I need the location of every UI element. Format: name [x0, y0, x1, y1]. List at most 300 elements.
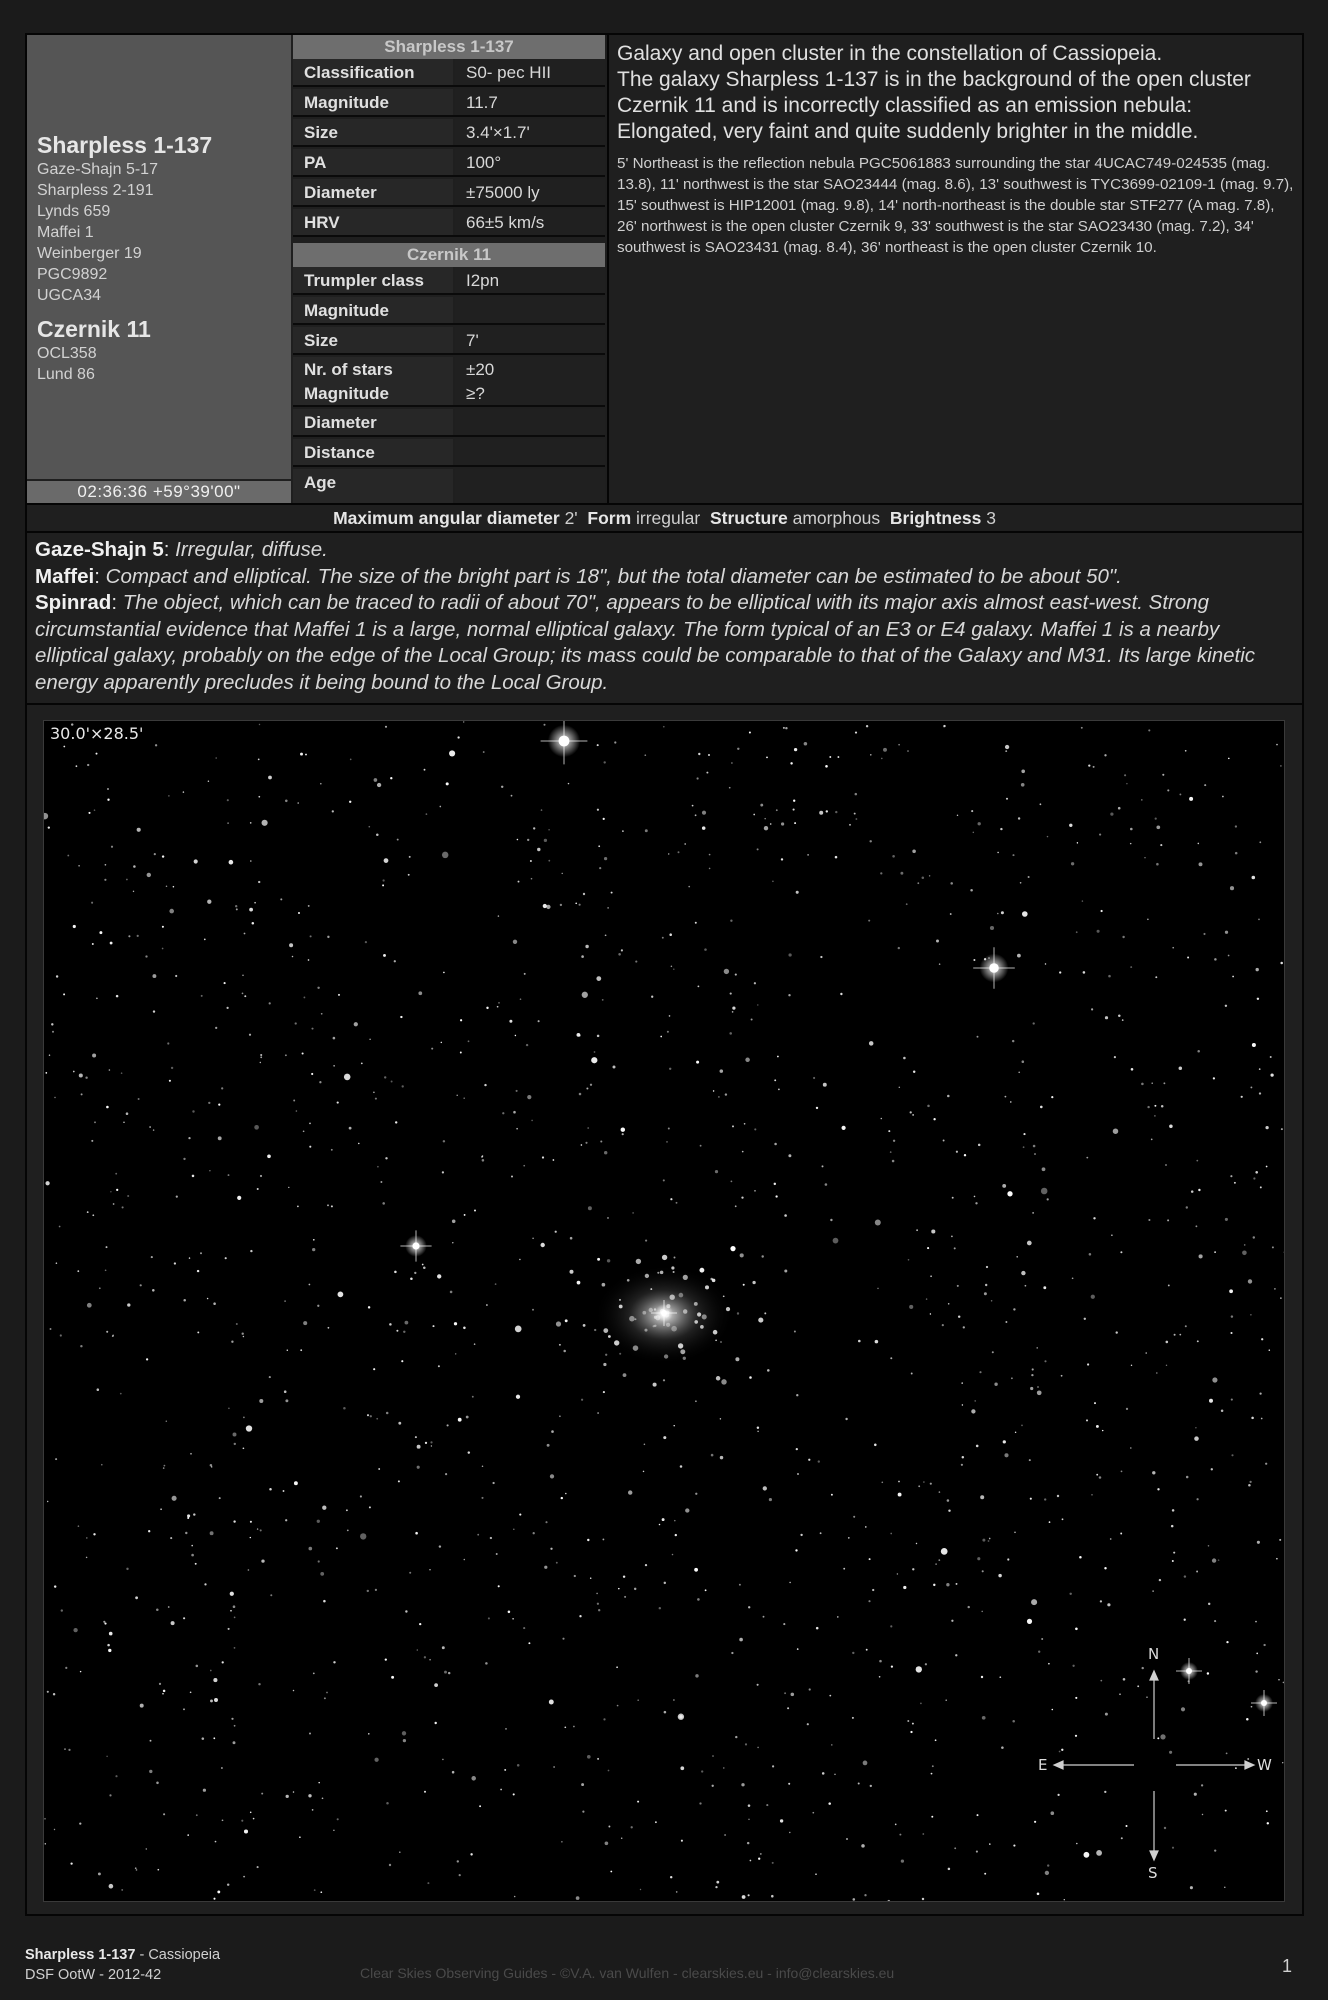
- star: [508, 1611, 511, 1614]
- star: [456, 1095, 457, 1096]
- star: [327, 936, 329, 938]
- star: [875, 1340, 879, 1344]
- star: [1184, 1619, 1186, 1621]
- star: [968, 1606, 970, 1608]
- star: [600, 1140, 602, 1142]
- star: [1184, 1575, 1186, 1577]
- star: [1089, 1253, 1092, 1256]
- star: [925, 1663, 927, 1665]
- star: [324, 1697, 326, 1699]
- alias: Gaze-Shajn 5-17: [37, 161, 158, 178]
- star: [1071, 862, 1074, 865]
- star: [1147, 1106, 1149, 1108]
- star: [1043, 1286, 1046, 1289]
- star: [285, 1399, 288, 1402]
- star: [621, 1837, 622, 1838]
- star: [1212, 1377, 1217, 1382]
- star: [789, 1582, 790, 1583]
- star: [923, 1481, 925, 1483]
- star: [816, 1107, 818, 1109]
- star: [576, 1896, 580, 1900]
- star: [169, 1080, 171, 1082]
- star: [1255, 1670, 1257, 1672]
- star: [1084, 1852, 1090, 1858]
- star: [96, 997, 98, 999]
- star: [424, 1791, 426, 1793]
- star: [389, 1323, 392, 1326]
- star: [166, 885, 168, 887]
- star: [948, 1868, 951, 1871]
- alias: UGCA34: [37, 287, 102, 304]
- star: [1148, 1219, 1150, 1221]
- star: [152, 974, 156, 978]
- star: [486, 1304, 488, 1306]
- star: [561, 1497, 563, 1499]
- star: [106, 1106, 109, 1109]
- star: [391, 1676, 394, 1679]
- summary-value: amorphous: [792, 508, 881, 528]
- star: [872, 1589, 874, 1591]
- star: [913, 1070, 915, 1072]
- star: [463, 721, 464, 722]
- star: [603, 1718, 605, 1720]
- star: [305, 754, 307, 756]
- star: [1114, 1056, 1116, 1058]
- star: [787, 1707, 789, 1709]
- star: [1241, 1096, 1243, 1098]
- star: [1196, 1571, 1198, 1573]
- star: [788, 1154, 791, 1157]
- designations-panel: [27, 35, 291, 479]
- star: [310, 935, 312, 937]
- star: [189, 1257, 190, 1258]
- star: [680, 1465, 683, 1468]
- star: [1121, 1471, 1123, 1473]
- star: [490, 1537, 492, 1539]
- star: [538, 1020, 540, 1022]
- star: [676, 1202, 678, 1204]
- star: [344, 1074, 351, 1081]
- star: [793, 800, 795, 802]
- star: [568, 783, 569, 784]
- star: [126, 1112, 129, 1115]
- star: [300, 1349, 302, 1351]
- star: [260, 1054, 262, 1056]
- star: [899, 1834, 901, 1836]
- star: [624, 1596, 626, 1598]
- star: [948, 1509, 950, 1511]
- star: [1280, 1297, 1281, 1298]
- star: [1202, 1814, 1203, 1815]
- star: [1011, 1377, 1013, 1379]
- star: [783, 727, 785, 729]
- star: [1195, 1427, 1196, 1428]
- star: [731, 1181, 733, 1183]
- star: [1151, 1082, 1152, 1083]
- star: [754, 982, 756, 984]
- star: [234, 1617, 236, 1619]
- star: [44, 1818, 46, 1820]
- star: [668, 1128, 670, 1130]
- star: [192, 1110, 194, 1112]
- star: [890, 1625, 892, 1627]
- star: [1214, 1849, 1216, 1851]
- star: [1007, 1558, 1009, 1560]
- star: [823, 1083, 827, 1087]
- star: [1228, 955, 1230, 957]
- star: [1057, 1794, 1059, 1796]
- star: [774, 1079, 776, 1081]
- star: [309, 1146, 311, 1148]
- star: [297, 802, 299, 804]
- footer-object: Sharpless 1-137: [25, 1947, 136, 1963]
- star: [735, 974, 737, 976]
- star: [1104, 1791, 1106, 1793]
- star: [498, 915, 499, 916]
- star: [663, 1179, 665, 1181]
- star: [1198, 843, 1200, 845]
- star: [225, 1257, 227, 1259]
- star: [645, 1240, 647, 1242]
- star: [439, 1545, 441, 1547]
- property-value: 66±5 km/s: [455, 209, 605, 235]
- cluster-star: [721, 1379, 726, 1384]
- star: [297, 1206, 299, 1208]
- bright-star: [973, 947, 1015, 989]
- star: [308, 1794, 311, 1797]
- star: [1077, 842, 1078, 843]
- star: [724, 1834, 726, 1836]
- star: [375, 1589, 377, 1591]
- star: [384, 858, 389, 863]
- star: [587, 1127, 589, 1129]
- star: [361, 1063, 363, 1065]
- star: [81, 1093, 83, 1095]
- star: [516, 1128, 518, 1130]
- star: [597, 1603, 599, 1605]
- star: [784, 1270, 787, 1273]
- star: [445, 1473, 447, 1475]
- star: [1190, 1886, 1193, 1889]
- star: [917, 882, 919, 884]
- star: [974, 1400, 976, 1402]
- star: [890, 1533, 892, 1535]
- star: [99, 1287, 101, 1289]
- star: [718, 1096, 720, 1098]
- star: [446, 782, 449, 785]
- star: [477, 1534, 479, 1536]
- star: [358, 1143, 359, 1144]
- star: [1251, 1417, 1254, 1420]
- star: [585, 1142, 587, 1144]
- property-key: Magnitude: [293, 89, 453, 115]
- star: [781, 858, 783, 860]
- star: [813, 1077, 815, 1079]
- star: [370, 1415, 372, 1417]
- star: [460, 1019, 462, 1021]
- star: [234, 1647, 236, 1649]
- star: [210, 1699, 213, 1702]
- star: [1101, 910, 1103, 912]
- star: [669, 1015, 671, 1017]
- star: [94, 1121, 96, 1123]
- cluster-star: [556, 1321, 561, 1326]
- star: [784, 1692, 786, 1694]
- star: [1032, 1212, 1034, 1214]
- star: [744, 1123, 746, 1125]
- star: [261, 1559, 264, 1562]
- summary-value: 3: [986, 508, 996, 528]
- star: [830, 1219, 832, 1221]
- star: [99, 931, 102, 934]
- star: [287, 1349, 288, 1350]
- star: [881, 1118, 883, 1120]
- star: [397, 839, 399, 841]
- star: [98, 1872, 101, 1875]
- star: [369, 1039, 370, 1040]
- star: [757, 848, 759, 850]
- star: [260, 1056, 262, 1058]
- star: [634, 1588, 636, 1590]
- star: [331, 1149, 333, 1151]
- star: [1044, 1360, 1046, 1362]
- star: [990, 926, 994, 930]
- star: [927, 1247, 929, 1249]
- star: [1020, 882, 1022, 884]
- star: [1086, 1419, 1088, 1421]
- star: [47, 1501, 48, 1502]
- star: [574, 1575, 576, 1577]
- star: [157, 1869, 159, 1871]
- coordinates: 02:36:36 +59°39'00": [27, 481, 291, 503]
- star: [243, 1336, 245, 1338]
- summary-line: [25, 505, 1304, 533]
- star: [234, 1443, 236, 1445]
- star: [309, 1547, 313, 1551]
- star: [852, 1652, 854, 1654]
- star: [880, 872, 882, 874]
- star: [1231, 1399, 1233, 1401]
- star: [697, 1598, 700, 1601]
- star: [962, 1404, 963, 1405]
- property-key: Age: [293, 469, 453, 503]
- star: [697, 777, 699, 779]
- star: [804, 742, 808, 746]
- star: [674, 1257, 676, 1259]
- star: [870, 1785, 872, 1787]
- star: [163, 1690, 166, 1693]
- star: [106, 1331, 108, 1333]
- star: [957, 815, 958, 816]
- star: [227, 799, 229, 801]
- star: [517, 1764, 520, 1767]
- star: [394, 960, 396, 962]
- star: [349, 1127, 352, 1130]
- star: [309, 1284, 311, 1286]
- star: [834, 1774, 835, 1775]
- star: [1027, 1241, 1032, 1246]
- star: [1001, 1746, 1004, 1749]
- star: [1118, 1015, 1121, 1018]
- star: [578, 1034, 580, 1036]
- bright-star: [400, 1230, 431, 1261]
- star: [243, 1417, 245, 1419]
- star: [848, 1537, 850, 1539]
- star: [1104, 754, 1106, 756]
- star: [442, 852, 449, 859]
- star: [403, 1331, 405, 1333]
- star: [1225, 1218, 1228, 1221]
- star: [616, 1666, 618, 1668]
- star: [233, 1605, 236, 1608]
- star: [597, 744, 599, 746]
- star: [1226, 1641, 1228, 1643]
- star: [840, 993, 842, 995]
- star: [731, 1652, 733, 1654]
- star: [56, 975, 58, 977]
- compass-west-label: W: [1257, 1756, 1272, 1774]
- star: [55, 1458, 57, 1460]
- alias: OCL358: [37, 345, 97, 362]
- star: [156, 1782, 159, 1785]
- star: [259, 1399, 263, 1403]
- star: [989, 1843, 991, 1845]
- star: [236, 1323, 238, 1325]
- star: [211, 1466, 213, 1468]
- star: [1130, 843, 1131, 844]
- star: [226, 1007, 228, 1009]
- star: [267, 1154, 271, 1158]
- star: [231, 1718, 233, 1720]
- star: [250, 822, 252, 824]
- star: [311, 1028, 313, 1030]
- star: [221, 1767, 223, 1769]
- star: [695, 1400, 697, 1402]
- star: [299, 1836, 301, 1838]
- star: [145, 955, 147, 957]
- star: [877, 1288, 879, 1290]
- star: [942, 1324, 944, 1326]
- star: [936, 940, 939, 943]
- star: [715, 1886, 717, 1888]
- field-of-view-label: 30.0'×28.5': [50, 724, 144, 743]
- bright-stars: [400, 721, 1277, 1716]
- star: [926, 1298, 927, 1299]
- star: [1141, 1083, 1144, 1086]
- star: [724, 969, 729, 974]
- star: [673, 1425, 674, 1426]
- star: [1123, 1678, 1126, 1681]
- star: [302, 1052, 304, 1054]
- cluster-star: [740, 1253, 744, 1257]
- star: [694, 1568, 698, 1572]
- star: [195, 1563, 197, 1565]
- star: [982, 1570, 984, 1572]
- star: [369, 1506, 371, 1508]
- star: [1016, 1256, 1018, 1258]
- star: [961, 1382, 963, 1384]
- star: [414, 1272, 416, 1274]
- star: [1108, 975, 1111, 978]
- star: [133, 865, 136, 868]
- star: [835, 811, 837, 813]
- star: [1230, 886, 1234, 890]
- star: [162, 926, 164, 928]
- star: [1005, 745, 1009, 749]
- star: [1261, 1338, 1263, 1340]
- star: [1005, 1096, 1007, 1098]
- star: [916, 1666, 922, 1672]
- star: [607, 1217, 608, 1218]
- property-key: Trumpler class: [293, 267, 453, 293]
- star: [1266, 1810, 1268, 1812]
- star: [766, 1804, 768, 1806]
- description-lead: Galaxy and open cluster in the constellation of Cassiopeia.: [617, 42, 1163, 65]
- secondary-name: Czernik 11: [37, 316, 151, 342]
- star: [79, 1073, 83, 1077]
- star: [1179, 1334, 1181, 1336]
- star: [1126, 783, 1128, 785]
- star: [607, 1259, 610, 1262]
- star: [774, 1183, 776, 1185]
- property-value: 7': [455, 327, 605, 353]
- star: [417, 1649, 419, 1651]
- star: [1069, 1593, 1071, 1595]
- star: [1225, 1810, 1227, 1812]
- bright-star: [541, 721, 588, 764]
- star: [333, 1830, 334, 1831]
- star: [713, 1090, 714, 1091]
- star: [1259, 841, 1261, 843]
- star: [842, 1126, 846, 1130]
- star: [556, 1562, 558, 1564]
- star: [892, 1160, 895, 1163]
- starfield: [44, 721, 1285, 1902]
- star: [526, 1044, 528, 1046]
- star: [819, 811, 823, 815]
- star: [293, 1690, 295, 1692]
- star: [715, 1170, 718, 1173]
- star: [790, 762, 792, 764]
- star: [922, 876, 925, 879]
- star: [377, 1166, 379, 1168]
- star: [1021, 1271, 1025, 1275]
- description-panel: [607, 35, 1302, 503]
- star: [1256, 968, 1259, 971]
- star: [640, 1889, 641, 1890]
- property-row: [293, 179, 605, 207]
- star: [466, 1416, 469, 1419]
- star: [1195, 1225, 1197, 1227]
- star: [303, 996, 305, 998]
- star: [1041, 1638, 1043, 1640]
- star: [826, 810, 828, 812]
- star: [1017, 954, 1021, 958]
- star: [1010, 1101, 1011, 1102]
- star: [1061, 1749, 1063, 1751]
- star: [317, 987, 319, 989]
- star: [261, 1793, 263, 1795]
- star: [260, 1062, 261, 1063]
- star: [45, 1072, 47, 1074]
- star: [123, 1122, 125, 1124]
- star: [901, 1859, 904, 1862]
- star: [989, 1538, 991, 1540]
- star: [156, 1608, 159, 1611]
- star: [617, 1705, 619, 1707]
- star: [258, 796, 260, 798]
- star: [562, 873, 563, 874]
